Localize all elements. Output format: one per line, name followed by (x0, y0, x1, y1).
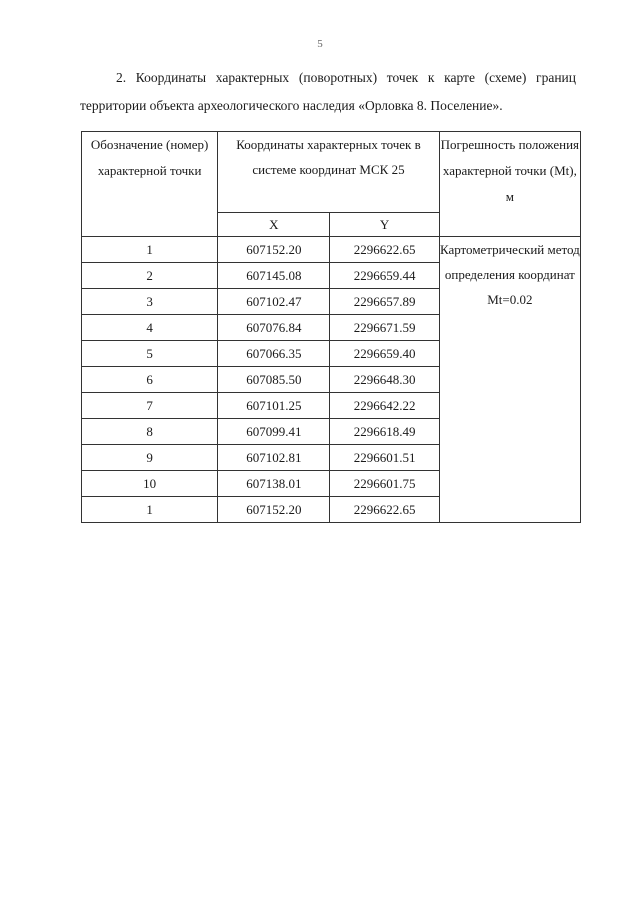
cell-y: 2296659.40 (330, 341, 439, 367)
cell-x: 607085.50 (218, 367, 330, 393)
cell-x: 607145.08 (218, 263, 330, 289)
cell-y: 2296622.65 (330, 497, 439, 523)
cell-point: 4 (82, 315, 218, 341)
coordinates-table (81, 131, 581, 523)
cell-point: 3 (82, 289, 218, 315)
cell-y: 2296618.49 (330, 419, 439, 445)
intro-paragraph: 2. Координаты характерных (поворотных) точек к карте (схеме) границ территории объекта археологического наследия «Орловка 8. Поселение». (80, 70, 576, 113)
cell-point: 2 (82, 263, 218, 289)
cell-point: 7 (82, 393, 218, 419)
cell-point: 8 (82, 419, 218, 445)
cell-y: 2296642.22 (330, 393, 439, 419)
page-number: 5 (317, 38, 323, 50)
cell-method: Картометрический метод определения координат Mt=0.02 (439, 237, 580, 523)
cell-y: 2296601.75 (330, 471, 439, 497)
cell-x: 607152.20 (218, 237, 330, 263)
header-error: Погрешность положения характерной точки (Mt), м (439, 132, 580, 237)
cell-y: 2296659.44 (330, 263, 439, 289)
header-y: Y (330, 213, 439, 237)
cell-x: 607138.01 (218, 471, 330, 497)
cell-point: 10 (82, 471, 218, 497)
cell-y: 2296601.51 (330, 445, 439, 471)
cell-point: 1 (82, 237, 218, 263)
cell-y: 2296657.89 (330, 289, 439, 315)
cell-y: 2296622.65 (330, 237, 439, 263)
header-coordinates: Координаты характерных точек в системе координат МСК 25 (218, 132, 439, 213)
cell-y: 2296671.59 (330, 315, 439, 341)
header-designation: Обозначение (номер) характерной точки (82, 132, 218, 237)
table-body (82, 237, 581, 523)
cell-x: 607152.20 (218, 497, 330, 523)
cell-point: 9 (82, 445, 218, 471)
header-x: X (218, 213, 330, 237)
cell-x: 607076.84 (218, 315, 330, 341)
cell-point: 5 (82, 341, 218, 367)
cell-y: 2296648.30 (330, 367, 439, 393)
cell-point: 6 (82, 367, 218, 393)
cell-point: 1 (82, 497, 218, 523)
cell-x: 607066.35 (218, 341, 330, 367)
cell-x: 607099.41 (218, 419, 330, 445)
cell-x: 607101.25 (218, 393, 330, 419)
cell-x: 607102.81 (218, 445, 330, 471)
cell-x: 607102.47 (218, 289, 330, 315)
table-row (82, 237, 581, 263)
